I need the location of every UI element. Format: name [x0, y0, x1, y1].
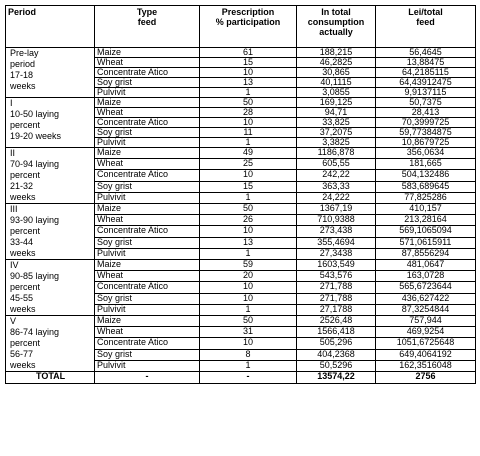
prescription-cell: 1	[200, 138, 297, 148]
total-prescription-cell: -	[200, 372, 297, 384]
prescription-cell: 20	[200, 271, 297, 282]
total-consumption-cell: 3,3825	[297, 138, 376, 148]
prescription-cell: 1	[200, 360, 297, 371]
feed-cell: Maize	[95, 204, 200, 215]
total-consumption-cell: 169,125	[297, 98, 376, 108]
total-consumption-cell: 50,5296	[297, 360, 376, 371]
total-consumption-cell: 355,4694	[297, 237, 376, 248]
lei-total-cell: 87,8556294	[376, 248, 476, 259]
prescription-cell: 15	[200, 58, 297, 68]
lei-total-cell: 13,88475	[376, 58, 476, 68]
feed-cell: Concentrate Atico	[95, 170, 200, 181]
lei-total-cell: 163,0728	[376, 271, 476, 282]
lei-total-cell: 56,4645	[376, 48, 476, 58]
lei-total-cell: 469,9254	[376, 327, 476, 338]
total-consumption-cell: 1367,19	[297, 204, 376, 215]
prescription-cell: 10	[200, 68, 297, 78]
prescription-cell: 25	[200, 159, 297, 170]
total-consumption-cell: 271,788	[297, 282, 376, 293]
lei-total-cell: 64,43912475	[376, 78, 476, 88]
prescription-cell: 10	[200, 118, 297, 128]
prescription-cell: 59	[200, 260, 297, 271]
table-body	[6, 48, 476, 384]
total-consumption-cell: 605,55	[297, 159, 376, 170]
feed-cell: Pulvivit	[95, 192, 200, 203]
table-row	[6, 48, 476, 58]
total-consumption-cell: 1186,878	[297, 148, 376, 159]
total-row	[6, 372, 476, 384]
feed-cell: Concentrate Atico	[95, 68, 200, 78]
total-consumption-cell: 242,22	[297, 170, 376, 181]
total-consumption-cell: 543,576	[297, 271, 376, 282]
feed-cell: Pulvivit	[95, 360, 200, 371]
lei-total-cell: 28,413	[376, 108, 476, 118]
prescription-cell: 1	[200, 248, 297, 259]
feed-cell: Wheat	[95, 215, 200, 226]
lei-total-cell: 213,28164	[376, 215, 476, 226]
feed-cell: Concentrate Atico	[95, 226, 200, 237]
feed-cell: Pulvivit	[95, 88, 200, 98]
lei-total-cell: 504,132486	[376, 170, 476, 181]
total-consumption-cell: 30,865	[297, 68, 376, 78]
total-consumption-sum: 13574,22	[297, 372, 376, 384]
prescription-cell: 10	[200, 338, 297, 349]
period-cell: II 70-94 laying percent 21-32 weeks	[6, 148, 95, 204]
period-cell: IV 90-85 laying percent 45-55 weeks	[6, 260, 95, 316]
total-consumption-cell: 188,215	[297, 48, 376, 58]
table-row	[6, 98, 476, 108]
prescription-cell: 50	[200, 316, 297, 327]
lei-total-cell: 162,3516048	[376, 360, 476, 371]
header-type-feed: Type feed	[95, 6, 200, 48]
total-consumption-cell: 33,825	[297, 118, 376, 128]
prescription-cell: 50	[200, 98, 297, 108]
total-feed-cell: -	[95, 372, 200, 384]
total-lei-sum: 2756	[376, 372, 476, 384]
total-consumption-cell: 1603,549	[297, 260, 376, 271]
total-consumption-cell: 37,2075	[297, 128, 376, 138]
feed-cell: Wheat	[95, 159, 200, 170]
total-consumption-cell: 505,296	[297, 338, 376, 349]
lei-total-cell: 181,665	[376, 159, 476, 170]
total-consumption-cell: 3,0855	[297, 88, 376, 98]
lei-total-cell: 436,627422	[376, 293, 476, 304]
period-cell: I 10-50 laying percent 19-20 weeks	[6, 98, 95, 148]
total-consumption-cell: 94,71	[297, 108, 376, 118]
feed-cell: Soy grist	[95, 237, 200, 248]
feed-cell: Maize	[95, 98, 200, 108]
total-consumption-cell: 40,1115	[297, 78, 376, 88]
header-row	[6, 6, 476, 48]
lei-total-cell: 571,0615911	[376, 237, 476, 248]
table-row	[6, 316, 476, 327]
prescription-cell: 1	[200, 88, 297, 98]
feed-cell: Wheat	[95, 327, 200, 338]
period-cell: Pre-lay period 17-18 weeks	[6, 48, 95, 98]
feed-consumption-table	[5, 5, 476, 384]
lei-total-cell: 410,157	[376, 204, 476, 215]
total-consumption-cell: 271,788	[297, 293, 376, 304]
prescription-cell: 50	[200, 204, 297, 215]
header-in-total: In total consumption actually	[297, 6, 376, 48]
feed-cell: Maize	[95, 48, 200, 58]
feed-cell: Soy grist	[95, 349, 200, 360]
lei-total-cell: 70,3999725	[376, 118, 476, 128]
prescription-cell: 13	[200, 237, 297, 248]
prescription-cell: 10	[200, 170, 297, 181]
period-cell: III 93-90 laying percent 33-44 weeks	[6, 204, 95, 260]
lei-total-cell: 565,6723644	[376, 282, 476, 293]
period-cell: V 86-74 laying percent 56-77 weeks	[6, 316, 95, 372]
lei-total-cell: 649,4064192	[376, 349, 476, 360]
header-prescription: Prescription % participation	[200, 6, 297, 48]
feed-cell: Pulvivit	[95, 138, 200, 148]
feed-cell: Wheat	[95, 271, 200, 282]
total-consumption-cell: 27,1788	[297, 304, 376, 315]
prescription-cell: 26	[200, 215, 297, 226]
prescription-cell: 8	[200, 349, 297, 360]
feed-cell: Concentrate Atico	[95, 118, 200, 128]
feed-cell: Pulvivit	[95, 248, 200, 259]
feed-cell: Soy grist	[95, 181, 200, 192]
feed-cell: Wheat	[95, 108, 200, 118]
feed-cell: Soy grist	[95, 293, 200, 304]
total-consumption-cell: 404,2368	[297, 349, 376, 360]
feed-cell: Maize	[95, 260, 200, 271]
total-consumption-cell: 24,222	[297, 192, 376, 203]
total-consumption-cell: 363,33	[297, 181, 376, 192]
lei-total-cell: 583,689645	[376, 181, 476, 192]
feed-cell: Maize	[95, 316, 200, 327]
header-lei-total: Lei/total feed	[376, 6, 476, 48]
table-row	[6, 260, 476, 271]
prescription-cell: 10	[200, 226, 297, 237]
table-row	[6, 204, 476, 215]
prescription-cell: 11	[200, 128, 297, 138]
lei-total-cell: 356,0634	[376, 148, 476, 159]
prescription-cell: 13	[200, 78, 297, 88]
prescription-cell: 15	[200, 181, 297, 192]
lei-total-cell: 59,77384875	[376, 128, 476, 138]
lei-total-cell: 87,3254844	[376, 304, 476, 315]
table-row	[6, 148, 476, 159]
lei-total-cell: 1051,6725648	[376, 338, 476, 349]
prescription-cell: 1	[200, 304, 297, 315]
prescription-cell: 31	[200, 327, 297, 338]
feed-cell: Soy grist	[95, 78, 200, 88]
feed-cell: Maize	[95, 148, 200, 159]
feed-cell: Concentrate Atico	[95, 338, 200, 349]
lei-total-cell: 569,1065094	[376, 226, 476, 237]
feed-cell: Concentrate Atico	[95, 282, 200, 293]
lei-total-cell: 64,2185115	[376, 68, 476, 78]
feed-cell: Pulvivit	[95, 304, 200, 315]
prescription-cell: 10	[200, 293, 297, 304]
lei-total-cell: 77,825286	[376, 192, 476, 203]
lei-total-cell: 9,9137115	[376, 88, 476, 98]
header-period: Period	[6, 6, 95, 48]
prescription-cell: 28	[200, 108, 297, 118]
total-consumption-cell: 27,3438	[297, 248, 376, 259]
prescription-cell: 49	[200, 148, 297, 159]
lei-total-cell: 481,0647	[376, 260, 476, 271]
total-consumption-cell: 273,438	[297, 226, 376, 237]
total-consumption-cell: 1566,418	[297, 327, 376, 338]
total-label: TOTAL	[6, 372, 95, 384]
lei-total-cell: 10,8679725	[376, 138, 476, 148]
feed-cell: Wheat	[95, 58, 200, 68]
prescription-cell: 1	[200, 192, 297, 203]
lei-total-cell: 50,7375	[376, 98, 476, 108]
lei-total-cell: 757,944	[376, 316, 476, 327]
prescription-cell: 61	[200, 48, 297, 58]
feed-cell: Soy grist	[95, 128, 200, 138]
total-consumption-cell: 46,2825	[297, 58, 376, 68]
total-consumption-cell: 710,9388	[297, 215, 376, 226]
prescription-cell: 10	[200, 282, 297, 293]
total-consumption-cell: 2526,48	[297, 316, 376, 327]
